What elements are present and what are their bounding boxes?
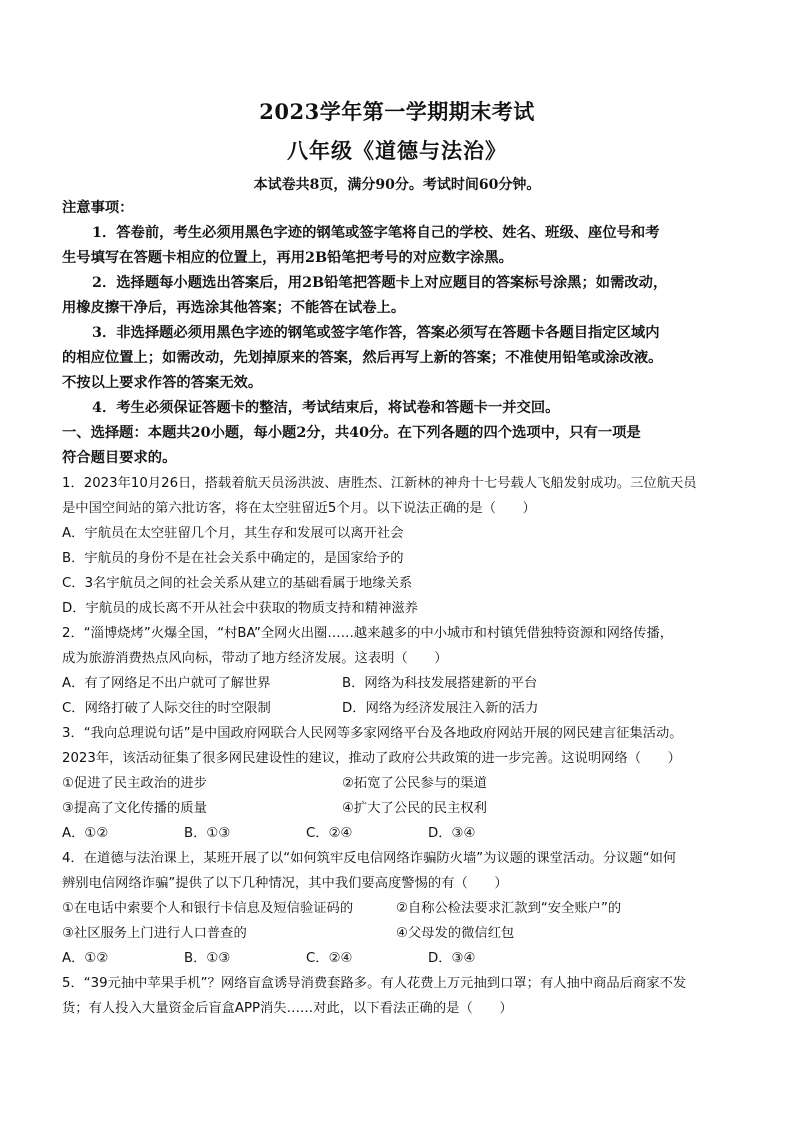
q3-statement-2: ②拓宽了公民参与的渠道 xyxy=(342,776,487,791)
q4-statement-1: ①在电话中索要个人和银行卡信息及短信验证码的 xyxy=(62,901,354,916)
q4-statement-3: ③社区服务上门进行人口普查的 xyxy=(62,926,247,941)
q1-option-a: A．宇航员在太空驻留几个月，其生存和发展可以离开社会 xyxy=(62,526,404,541)
q3-statement-1: ①促进了民主政治的进步 xyxy=(62,776,207,791)
q3-statement-4: ④扩大了公民的民主权利 xyxy=(342,801,487,816)
q3-statements-row-1 xyxy=(62,771,736,796)
q2-options-row-2 xyxy=(62,696,736,721)
q4-statements-row-1 xyxy=(62,896,736,921)
q1-stem-cont: 是中国空间站的第六批访客，将在太空驻留近5个月。以下说法正确的是（ ） xyxy=(62,501,536,516)
q4-option-c: C．②④ xyxy=(306,951,353,966)
q4-statement-4: ④父母发的微信红包 xyxy=(396,926,515,941)
q2-option-c: C．网络打破了人际交往的时空限制 xyxy=(62,701,271,716)
q1-stem: 1．2023年10月26日，搭载着航天员汤洪波、唐胜杰、江新林的神舟十七号载人飞船发射成功。三位航天员 xyxy=(62,476,697,491)
q4-option-a: A．①② xyxy=(62,951,109,966)
q3-stem: 3．“我向总理说句话”是中国政府网联合人民网等多家网络平台及各地政府网站开展的网民建言征集活动。 xyxy=(62,726,683,741)
q3-stem-cont: 2023年，该活动征集了很多网民建设性的建议，推动了政府公共政策的进一步完善。这说明网络（ ） xyxy=(62,751,681,766)
exam-subject: 八年级《道德与法治》 xyxy=(287,138,507,163)
notice-item-4: 4．考生必须保证答题卡的整洁，考试结束后，将试卷和答题卡一并交回。 xyxy=(92,400,560,416)
q3-options xyxy=(62,821,736,846)
q3-statement-3: ③提高了文化传播的质量 xyxy=(62,801,207,816)
section-heading: 一、选择题：本题共20小题，每小题2分，共40分。在下列各题的四个选项中，只有一项是 xyxy=(62,425,641,441)
q4-stem: 4．在道德与法治课上，某班开展了以“如何筑牢反电信网络诈骗防火墙”为议题的课堂活动。分议题“如何 xyxy=(62,851,677,866)
exam-title: 2023学年第一学期期末考试 xyxy=(259,99,535,124)
q2-option-a: A．有了网络足不出户就可了解世界 xyxy=(62,676,271,691)
notice-item-3-end: 不按以上要求作答的答案无效。 xyxy=(62,375,263,391)
q2-options-row-1 xyxy=(62,671,736,696)
q4-statement-2: ②自称公检法要求汇款到“安全账户”的 xyxy=(396,901,622,916)
q3-option-c: C．②④ xyxy=(306,826,353,841)
q3-option-d: D．③④ xyxy=(428,826,476,841)
notice-item-2: 2．选择题每小题选出答案后，用2B铅笔把答题卡上对应题目的答案标号涂黑；如需改动， xyxy=(92,275,668,291)
q2-option-d: D．网络为经济发展注入新的活力 xyxy=(342,701,539,716)
notice-item-1: 1．答卷前，考生必须用黑色字迹的钢笔或签字笔将自己的学校、姓名、班级、座位号和考 xyxy=(92,225,660,241)
q4-option-b: B．①③ xyxy=(184,951,231,966)
q3-option-b: B．①③ xyxy=(184,826,231,841)
exam-body xyxy=(62,196,736,1021)
q1-option-c: C．3名宇航员之间的社会关系从建立的基础看属于地缘关系 xyxy=(62,576,413,591)
notice-item-1-cont: 生号填写在答题卡相应的位置上，再用2B铅笔把考号的对应数字涂黑。 xyxy=(62,250,513,266)
notice-item-3: 3．非选择题必须用黑色字迹的钢笔或签字笔作答，答案必须写在答题卡各题目指定区域内 xyxy=(92,325,660,341)
q2-stem-cont: 成为旅游消费热点风向标，带动了地方经济发展。这表明（ ） xyxy=(62,651,448,666)
q5-stem: 5．“39元抽中苹果手机”？网络盲盒诱导消费套路多。有人花费上万元抽到口罩；有人抽中商品后商家不发 xyxy=(62,976,687,991)
q4-stem-cont: 辨别电信网络诈骗”提供了以下几种情况，其中我们要高度警惕的有（ ） xyxy=(62,876,508,891)
section-heading-cont: 符合题目要求的。 xyxy=(62,450,177,466)
q4-options xyxy=(62,946,736,971)
q1-option-d: D．宇航员的成长离不开从社会中获取的物质支持和精神滋养 xyxy=(62,601,418,616)
q1-option-b: B．宇航员的身份不是在社会关系中确定的，是国家给予的 xyxy=(62,551,404,566)
notice-item-2-cont: 用橡皮擦干净后，再选涂其他答案；不能答在试卷上。 xyxy=(62,300,406,316)
q5-stem-cont: 货；有人投入大量资金后盲盒APP消失……对此，以下看法正确的是（ ） xyxy=(62,1001,513,1016)
q2-option-b: B．网络为科技发展搭建新的平台 xyxy=(342,676,538,691)
q2-stem: 2．“淄博烧烤”火爆全国，“村BA”全网火出圈……越来越多的中小城市和村镇凭借独特资源和网络传播， xyxy=(62,626,674,641)
q4-option-d: D．③④ xyxy=(428,951,476,966)
notice-item-3-cont: 的相应位置上；如需改动，先划掉原来的答案，然后再写上新的答案；不准使用铅笔或涂改液。 xyxy=(62,350,663,366)
exam-info: 本试卷共8页，满分90分。考试时间60分钟。 xyxy=(253,177,541,193)
notice-heading: 注意事项： xyxy=(62,200,134,216)
q4-statements-row-2 xyxy=(62,921,736,946)
q3-option-a: A．①② xyxy=(62,826,109,841)
q3-statements-row-2 xyxy=(62,796,736,821)
